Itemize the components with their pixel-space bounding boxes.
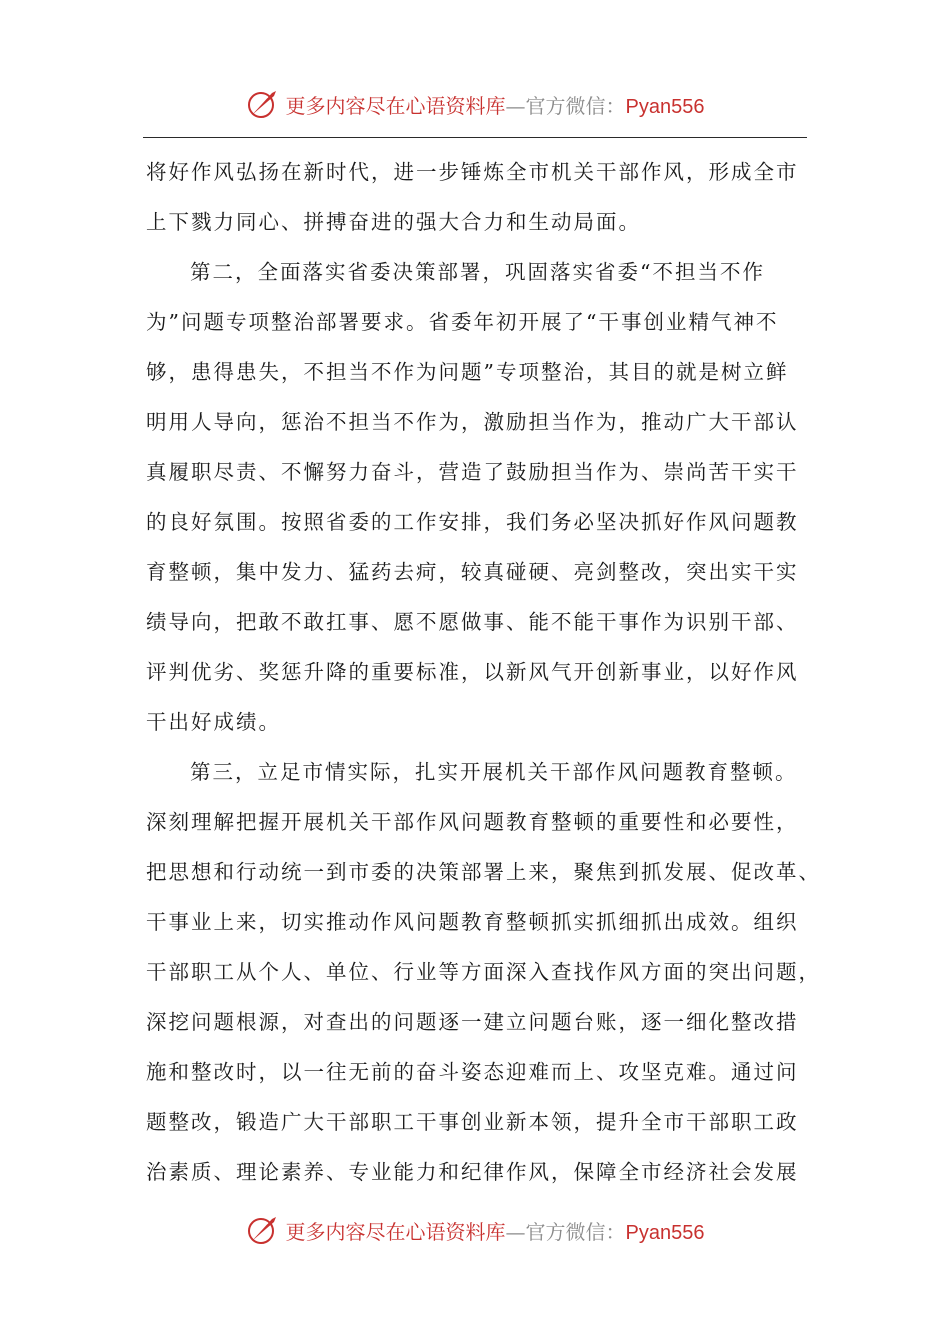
body-line: 干事业上来，切实推动作风问题教育整顿抓实抓细抓出成效。组织 (146, 910, 799, 934)
body-line: 明用人导向，惩治不担当不作为，激励担当作为，推动广大干部认 (146, 410, 799, 434)
banner-wechat-id: Pyan556 (625, 1221, 705, 1244)
body-line: 干部职工从个人、单位、行业等方面深入查找作风方面的突出问题， (146, 960, 821, 984)
header-rule (143, 137, 807, 138)
body-line: 治素质、理论素养、专业能力和纪律作风，保障全市经济社会发展 (146, 1160, 799, 1184)
banner-label: 官方微信： (525, 93, 626, 118)
body-line: 施和整改时，以一往无前的奋斗姿态迎难而上、攻坚克难。通过问 (146, 1060, 799, 1084)
banner-text (286, 1216, 705, 1245)
footer-banner (0, 1210, 950, 1250)
banner-label: 官方微信： (525, 1219, 626, 1244)
quill-logo-icon (246, 1213, 280, 1247)
body-line: 育整顿，集中发力、猛药去疴，较真碰硬、亮剑整改，突出实干实 (146, 560, 799, 584)
body-line: 深挖问题根源，对查出的问题逐一建立问题台账，逐一细化整改措 (146, 1010, 799, 1034)
body-line: 评判优劣、奖惩升降的重要标准，以新风气开创新事业，以好作风 (146, 660, 799, 684)
document-body (146, 147, 821, 1197)
body-line: 第二，全面落实省委决策部署，巩固落实省委“不担当不作 (190, 260, 765, 284)
banner-dash: — (505, 93, 526, 118)
body-line: 将好作风弘扬在新时代，进一步锤炼全市机关干部作风，形成全市 (146, 160, 799, 184)
body-line: 把思想和行动统一到市委的决策部署上来，聚焦到抓发展、促改革、 (146, 860, 821, 884)
body-line: 深刻理解把握开展机关干部作风问题教育整顿的重要性和必要性， (146, 810, 799, 834)
body-line: 题整改，锻造广大干部职工干事创业新本领，提升全市干部职工政 (146, 1110, 799, 1134)
body-line: 的良好氛围。按照省委的工作安排，我们务必坚决抓好作风问题教 (146, 510, 799, 534)
body-line: 干出好成绩。 (146, 710, 281, 734)
body-line: 绩导向，把敢不敢扛事、愿不愿做事、能不能干事作为识别干部、 (146, 610, 799, 634)
banner-text (286, 90, 705, 119)
body-line: 第三，立足市情实际，扎实开展机关干部作风问题教育整顿。 (190, 760, 798, 784)
body-line: 上下戮力同心、拼搏奋进的强大合力和生动局面。 (146, 210, 641, 234)
banner-dash: — (505, 1219, 526, 1244)
quill-logo-icon (246, 87, 280, 121)
banner-brand: 更多内容尽在心语资料库 (285, 1219, 506, 1244)
body-line: 真履职尽责、不懈努力奋斗，营造了鼓励担当作为、崇尚苦干实干 (146, 460, 799, 484)
banner-wechat-id: Pyan556 (625, 95, 705, 118)
body-line: 够，患得患失，不担当不作为问题”专项整治，其目的就是树立鲜 (146, 360, 789, 384)
header-banner (0, 84, 950, 124)
banner-brand: 更多内容尽在心语资料库 (285, 93, 506, 118)
body-line: 为”问题专项整治部署要求。省委年初开展了“干事创业精气神不 (146, 310, 779, 334)
